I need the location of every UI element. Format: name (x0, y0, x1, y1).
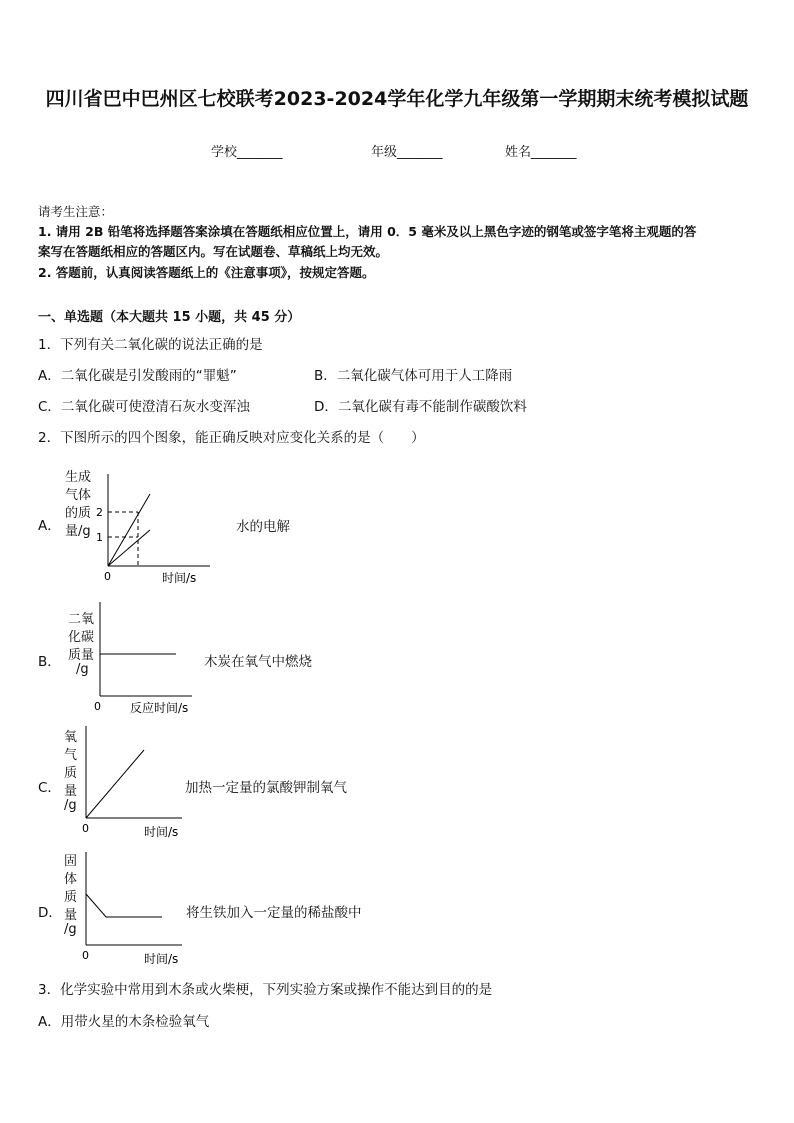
notice-line-1b: 案写在答题纸相应的答题区内。写在试题卷、草稿纸上均无效。 (38, 244, 389, 259)
notice-line-2: 2. 答题前，认真阅读答题纸上的《注意事项》，按规定答题。 (38, 265, 375, 280)
q2-option-a-letter: A． (38, 518, 61, 534)
graph-c-xlabel: 时间/s (144, 825, 179, 839)
graph-c-ylabel-5: /g (64, 798, 77, 813)
graph-a-tick-2: 2 (96, 506, 103, 519)
q1-option-b: B．二氧化碳气体可用于人工降雨 (314, 368, 513, 384)
graph-c-origin: 0 (82, 822, 89, 835)
graph-d-ylabel-3: 质 (64, 890, 78, 905)
graph-d-xlabel: 时间/s (144, 952, 179, 966)
q3-option-a: A．用带火星的木条检验氧气 (38, 1014, 210, 1030)
graph-b-xlabel: 反应时间/s (130, 701, 189, 715)
graph-b-ylabel-1: 二氧 (68, 612, 95, 627)
graph-a-ylabel-3: 的质 (65, 506, 92, 521)
graph-b-ylabel-4: /g (76, 662, 89, 677)
graph-a-ylabel-4: 量/g (65, 524, 91, 539)
graph-d-ylabel-1: 固 (64, 854, 78, 869)
graph-d-origin: 0 (82, 949, 89, 962)
graph-d-ylabel-2: 体 (64, 872, 78, 887)
graph-a-line-1 (108, 530, 150, 566)
graph-a-ylabel-2: 气体 (65, 488, 92, 503)
graph-d-ylabel-4: 量 (64, 908, 78, 923)
graph-c-ylabel-1: 氧 (64, 730, 78, 745)
graph-a-tick-1: 1 (96, 531, 103, 544)
graph-b-ylabel-3: 质量 (68, 648, 95, 663)
graph-a-xlabel: 时间/s (162, 571, 197, 585)
q2-stem: 2．下图所示的四个图象，能正确反映对应变化关系的是（ ） (38, 430, 425, 446)
page-title: 四川省巴中巴州区七校联考2023-2024学年化学九年级第一学期期末统考模拟试题 (45, 88, 749, 110)
graph-c-ylabel-3: 质 (64, 766, 78, 781)
section-heading: 一、单选题（本大题共 15 小题，共 45 分） (38, 310, 301, 325)
notice-heading: 请考生注意： (38, 204, 114, 219)
graph-b-caption: 木炭在氧气中燃烧 (204, 654, 312, 670)
graph-d-caption: 将生铁加入一定量的稀盐酸中 (186, 905, 362, 921)
q1-stem: 1．下列有关二氧化碳的说法正确的是 (38, 337, 263, 353)
graph-c-ylabel-4: 量 (64, 784, 78, 799)
graph-d-ylabel-5: /g (64, 922, 77, 937)
q2-option-d-letter: D． (38, 905, 62, 921)
grade-field: 年级_______ (371, 145, 443, 160)
name-field: 姓名_______ (505, 145, 577, 160)
graph-d-line (86, 894, 162, 917)
graph-b-ylabel-2: 化碳 (68, 630, 95, 645)
q1-option-d: D．二氧化碳有毒不能制作碳酸饮料 (314, 399, 527, 415)
q2-option-c-letter: C． (38, 780, 61, 796)
graph-d (78, 850, 193, 968)
q1-option-c: C．二氧化碳可使澄清石灰水变浑浊 (38, 399, 250, 415)
notice-line-1a: 1. 请用 2B 铅笔将选择题答案涂填在答题纸相应位置上，请用 0．5 毫米及以上黑色字迹的钢笔或签字笔将主观题的答 (38, 224, 697, 239)
graph-a-ylabel-1: 生成 (65, 470, 92, 485)
q1-option-a: A．二氧化碳是引发酸雨的“罪魁” (38, 368, 237, 384)
graph-c-caption: 加热一定量的氯酸钾制氧气 (185, 780, 347, 796)
school-field: 学校_______ (211, 145, 283, 160)
q3-stem: 3．化学实验中常用到木条或火柴梗，下列实验方案或操作不能达到目的的是 (38, 982, 493, 998)
graph-b-origin: 0 (94, 700, 101, 713)
graph-a-caption: 水的电解 (236, 519, 290, 535)
graph-b (88, 600, 203, 718)
graph-a (92, 470, 222, 585)
q2-option-b-letter: B． (38, 654, 61, 670)
graph-a-origin: 0 (104, 570, 111, 583)
graph-a-line-2 (108, 494, 150, 566)
graph-c-line (86, 750, 144, 818)
graph-c (78, 724, 193, 842)
graph-c-ylabel-2: 气 (64, 748, 78, 763)
